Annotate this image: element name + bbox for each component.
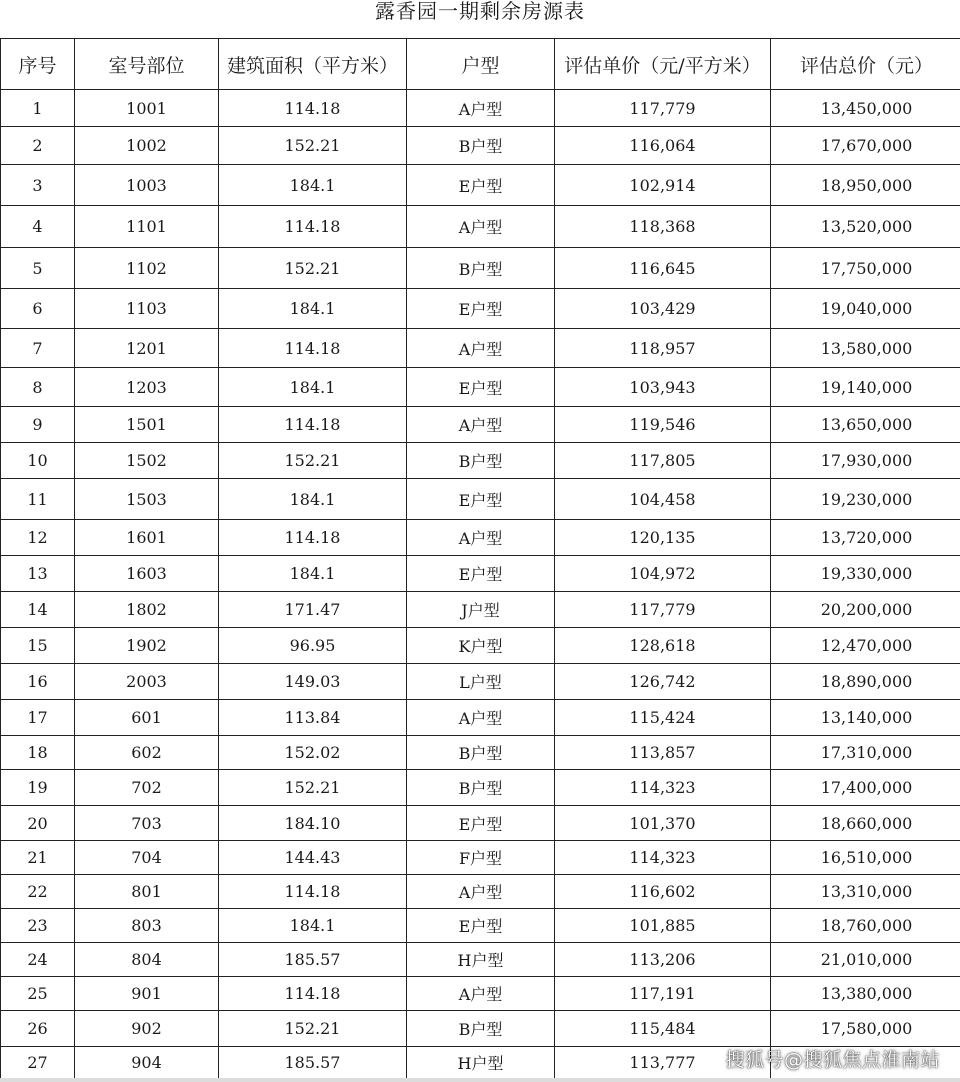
cell-unit-price: 101,885 [555,909,771,943]
cell-area: 185.57 [219,943,407,977]
header-area: 建筑面积（平方米） [219,39,407,90]
cell-room: 804 [75,943,219,977]
cell-room: 704 [75,841,219,875]
cell-unit-price: 116,064 [555,127,771,165]
table-row [1,770,960,806]
table-row [1,127,960,165]
cell-type: E户型 [407,289,555,329]
cell-total-price: 18,660,000 [771,806,960,841]
cell-unit-price: 113,777 [555,1047,771,1079]
cell-type: K户型 [407,628,555,664]
cell-area: 184.1 [219,909,407,943]
cell-seq: 16 [1,664,75,700]
cell-total-price: 18,950,000 [771,165,960,206]
table-header-row [1,39,960,90]
cell-seq: 18 [1,736,75,770]
cell-type: A户型 [407,700,555,736]
cell-room: 601 [75,700,219,736]
cell-seq: 3 [1,165,75,206]
header-type: 户型 [407,39,555,90]
cell-total-price: 17,670,000 [771,127,960,165]
cell-seq: 8 [1,368,75,407]
cell-type: H户型 [407,1047,555,1079]
cell-type: E户型 [407,806,555,841]
cell-total-price: 13,450,000 [771,90,960,127]
cell-room: 1203 [75,368,219,407]
cell-seq: 5 [1,248,75,289]
table-row [1,248,960,289]
table-row [1,443,960,479]
cell-unit-price: 128,618 [555,628,771,664]
cell-unit-price: 118,368 [555,206,771,248]
cell-type: B户型 [407,248,555,289]
cell-area: 184.1 [219,165,407,206]
cell-total-price: 19,140,000 [771,368,960,407]
table-row [1,806,960,841]
cell-room: 703 [75,806,219,841]
cell-room: 803 [75,909,219,943]
cell-area: 96.95 [219,628,407,664]
cell-total-price: 13,580,000 [771,329,960,368]
cell-area: 184.1 [219,368,407,407]
cell-unit-price: 117,191 [555,977,771,1011]
cell-type: H户型 [407,943,555,977]
cell-area: 152.21 [219,443,407,479]
table-row [1,1011,960,1047]
table-row [1,700,960,736]
cell-seq: 4 [1,206,75,248]
table-row [1,875,960,909]
cell-type: E户型 [407,368,555,407]
cell-area: 114.18 [219,206,407,248]
cell-room: 1201 [75,329,219,368]
cell-room: 1501 [75,407,219,443]
cell-type: A户型 [407,520,555,556]
cell-room: 1103 [75,289,219,329]
cell-total-price: 17,310,000 [771,736,960,770]
cell-room: 1003 [75,165,219,206]
cell-type: A户型 [407,407,555,443]
cell-area: 184.1 [219,479,407,520]
cell-seq: 14 [1,592,75,628]
cell-seq: 12 [1,520,75,556]
cell-total-price: 18,760,000 [771,909,960,943]
cell-unit-price: 103,943 [555,368,771,407]
cell-room: 901 [75,977,219,1011]
cell-area: 149.03 [219,664,407,700]
cell-total-price: 21,010,000 [771,943,960,977]
cell-type: J户型 [407,592,555,628]
cell-seq: 27 [1,1047,75,1079]
cell-area: 184.10 [219,806,407,841]
cell-seq: 7 [1,329,75,368]
cell-total-price: 17,580,000 [771,1011,960,1047]
cell-type: E户型 [407,556,555,592]
cell-total-price: 17,930,000 [771,443,960,479]
header-seq: 序号 [1,39,75,90]
cell-type: A户型 [407,329,555,368]
cell-area: 113.84 [219,700,407,736]
cell-area: 152.21 [219,770,407,806]
cell-seq: 25 [1,977,75,1011]
cell-room: 902 [75,1011,219,1047]
cell-unit-price: 102,914 [555,165,771,206]
cell-room: 1603 [75,556,219,592]
cell-area: 171.47 [219,592,407,628]
table-row [1,520,960,556]
cell-unit-price: 116,645 [555,248,771,289]
cell-type: E户型 [407,479,555,520]
table-row [1,368,960,407]
housing-table [0,38,960,1079]
cell-type: F户型 [407,841,555,875]
table-row [1,407,960,443]
cell-area: 114.18 [219,407,407,443]
cell-room: 904 [75,1047,219,1079]
cell-room: 1001 [75,90,219,127]
cell-unit-price: 104,458 [555,479,771,520]
cell-unit-price: 114,323 [555,770,771,806]
cell-unit-price: 116,602 [555,875,771,909]
table-row [1,909,960,943]
cell-area: 152.02 [219,736,407,770]
table-row [1,628,960,664]
table-row [1,329,960,368]
cell-room: 1502 [75,443,219,479]
cell-room: 1601 [75,520,219,556]
cell-area: 114.18 [219,875,407,909]
cell-area: 114.18 [219,90,407,127]
cell-area: 184.1 [219,289,407,329]
cell-seq: 2 [1,127,75,165]
cell-room: 1101 [75,206,219,248]
cell-type: E户型 [407,909,555,943]
cell-total-price: 20,200,000 [771,592,960,628]
cell-seq: 23 [1,909,75,943]
cell-room: 1002 [75,127,219,165]
cell-type: B户型 [407,1011,555,1047]
table-row [1,943,960,977]
cell-area: 144.43 [219,841,407,875]
cell-seq: 21 [1,841,75,875]
cell-total-price: 17,400,000 [771,770,960,806]
cell-total-price: 19,040,000 [771,289,960,329]
cell-seq: 11 [1,479,75,520]
cell-seq: 24 [1,943,75,977]
table-row [1,664,960,700]
cell-seq: 10 [1,443,75,479]
cell-unit-price: 119,546 [555,407,771,443]
cell-total-price: 17,750,000 [771,248,960,289]
cell-area: 114.18 [219,520,407,556]
table-body [1,90,960,1079]
cell-type: B户型 [407,127,555,165]
cell-unit-price: 103,429 [555,289,771,329]
cell-area: 114.18 [219,977,407,1011]
cell-total-price: 13,140,000 [771,700,960,736]
cell-unit-price: 114,323 [555,841,771,875]
cell-unit-price: 120,135 [555,520,771,556]
cell-unit-price: 115,424 [555,700,771,736]
cell-room: 1902 [75,628,219,664]
cell-total-price: 13,720,000 [771,520,960,556]
table-row [1,90,960,127]
header-total-price: 评估总价（元） [771,39,960,90]
table-row [1,977,960,1011]
cell-unit-price: 126,742 [555,664,771,700]
cell-room: 602 [75,736,219,770]
cell-area: 152.21 [219,127,407,165]
cell-room: 1503 [75,479,219,520]
bottom-shade [0,1078,960,1082]
cell-seq: 26 [1,1011,75,1047]
cell-total-price: 19,330,000 [771,556,960,592]
table-row [1,289,960,329]
cell-type: L户型 [407,664,555,700]
cell-total-price: 12,470,000 [771,628,960,664]
cell-seq: 9 [1,407,75,443]
cell-total-price: 19,230,000 [771,479,960,520]
page-title: 露香园一期剩余房源表 [375,0,585,23]
cell-room: 1102 [75,248,219,289]
cell-unit-price: 104,972 [555,556,771,592]
cell-room: 801 [75,875,219,909]
header-room: 室号部位 [75,39,219,90]
cell-unit-price: 117,779 [555,592,771,628]
cell-area: 152.21 [219,248,407,289]
cell-seq: 1 [1,90,75,127]
cell-unit-price: 117,779 [555,90,771,127]
table-row [1,165,960,206]
table-row [1,592,960,628]
cell-total-price: 16,510,000 [771,841,960,875]
cell-type: B户型 [407,736,555,770]
cell-area: 185.57 [219,1047,407,1079]
table-row [1,736,960,770]
header-unit-price: 评估单价（元/平方米） [555,39,771,90]
cell-room: 1802 [75,592,219,628]
table-row [1,841,960,875]
cell-total-price: 13,520,000 [771,206,960,248]
cell-seq: 22 [1,875,75,909]
cell-total-price: 18,890,000 [771,664,960,700]
cell-seq: 17 [1,700,75,736]
cell-type: A户型 [407,875,555,909]
cell-total-price: 13,310,000 [771,875,960,909]
cell-type: B户型 [407,443,555,479]
cell-area: 184.1 [219,556,407,592]
cell-type: A户型 [407,90,555,127]
cell-seq: 19 [1,770,75,806]
watermark: 搜狐号@搜狐焦点淮南站 [725,1049,940,1071]
cell-unit-price: 118,957 [555,329,771,368]
cell-room: 702 [75,770,219,806]
cell-unit-price: 101,370 [555,806,771,841]
cell-area: 152.21 [219,1011,407,1047]
cell-total-price: 13,380,000 [771,977,960,1011]
cell-seq: 6 [1,289,75,329]
cell-type: B户型 [407,770,555,806]
cell-unit-price: 115,484 [555,1011,771,1047]
cell-area: 114.18 [219,329,407,368]
cell-seq: 13 [1,556,75,592]
cell-type: A户型 [407,206,555,248]
cell-unit-price: 113,206 [555,943,771,977]
cell-seq: 20 [1,806,75,841]
cell-seq: 15 [1,628,75,664]
table-row [1,556,960,592]
table-row [1,206,960,248]
cell-room: 2003 [75,664,219,700]
cell-unit-price: 113,857 [555,736,771,770]
cell-type: E户型 [407,165,555,206]
cell-type: A户型 [407,977,555,1011]
table-row [1,479,960,520]
cell-total-price: 13,650,000 [771,407,960,443]
cell-unit-price: 117,805 [555,443,771,479]
